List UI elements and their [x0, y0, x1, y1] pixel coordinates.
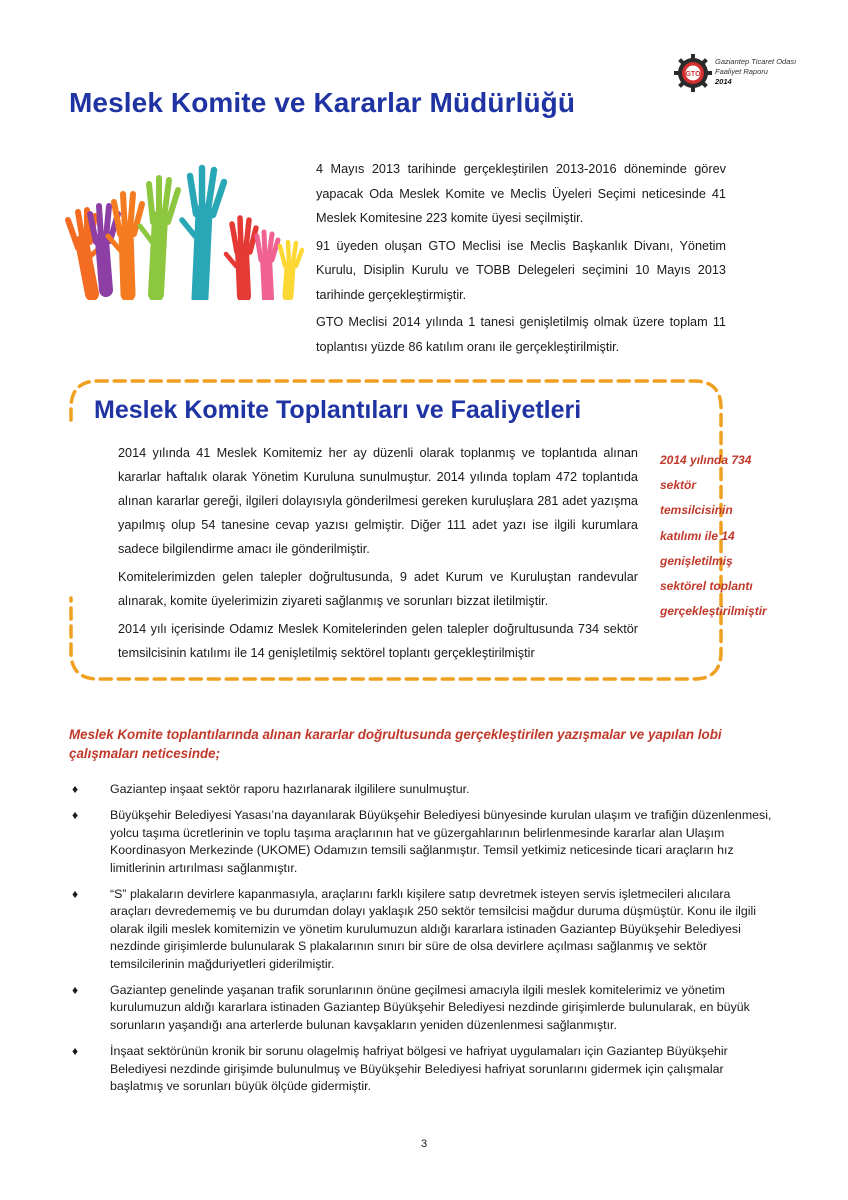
logo-line-year: 2014	[715, 77, 732, 86]
section-paragraph: 2014 yılı içerisinde Odamız Meslek Komitelerinden gelen talepler doğrultusunda 734 sektör temsilcisinin katılımı ile 14 genişletilmiş sektörel toplantı gerçekleştirilmiştir	[118, 622, 638, 660]
sidenote-line: sektör	[660, 478, 697, 493]
list-item	[72, 781, 772, 798]
hand-green-icon	[140, 178, 178, 294]
intro-paragraph: 4 Mayıs 2013 tarihinde gerçekleştirilen 2013-2016 döneminde görev yapacak Oda Meslek Komite ve Meclis Üyeleri Seçimi neticesinde 41 Meslek Komitesine 223 komite üyesi seçilmiştir.	[316, 162, 726, 225]
lead-text: Meslek Komite toplantılarında alınan kararlar doğrultusunda gerçekleştirilen yazışmalar ve yapılan lobi çalışmaları neticesinde;	[69, 727, 722, 761]
list-item-text: Gaziantep inşaat sektör raporu hazırlanarak ilgililere sunulmuştur.	[110, 782, 470, 796]
section-paragraph: Komitelerimizden gelen talepler doğrultusunda, 9 adet Kurum ve Kuruluştan randevular alınarak, komite üyelerimizin ziyareti sağlanmış ve sorunları bizzat iletilmiştir.	[118, 570, 638, 608]
hand-orange-icon	[108, 194, 142, 294]
logo-badge-text: GTO	[685, 71, 701, 78]
highlight-sidenote	[660, 448, 790, 624]
list-item	[72, 982, 772, 1034]
gear-logo-icon	[674, 54, 712, 92]
sidenote-line: gerçekleştirilmiştir	[660, 604, 767, 619]
hand-pink-icon	[257, 232, 278, 298]
sidenote-line: 2014 yılında 734	[660, 453, 752, 467]
diamond-bullet-icon: ♦	[72, 983, 79, 998]
diamond-bullet-icon: ♦	[72, 887, 79, 902]
diamond-bullet-icon: ♦	[72, 782, 79, 796]
intro-text	[316, 157, 726, 362]
logo-line-org: Gaziantep Ticaret Odası	[715, 57, 797, 66]
diamond-bullet-icon: ♦	[72, 808, 79, 823]
sidenote-line: genişletilmiş	[660, 553, 733, 568]
achievement-list	[72, 781, 772, 1105]
page-title: Meslek Komite ve Kararlar Müdürlüğü	[69, 87, 576, 118]
intro-paragraph: 91 üyeden oluşan GTO Meclisi ise Meclis Başkanlık Divanı, Yönetim Kurulu, Disiplin Kurulu ve TOBB Delegeleri seçimini 10 Mayıs 2013 tarihinde gerçekleştirmiştir.	[316, 238, 726, 302]
hand-yellow-icon	[280, 242, 302, 296]
diamond-bullet-icon: ♦	[72, 1044, 79, 1059]
sidenote-line: sektörel toplantı	[660, 579, 753, 594]
sidenote-line: temsilcisinin	[660, 503, 733, 518]
list-item-text: “S” plakaların devirlere kapanmasıyla, araçlarını farklı kişilere satıp devretmek isteyen servis işletmecileri alıcılara araçları devredememiş ve bu durumdan dolayı yaklaşık 250 sektör temsilcisi mağdur duruma düşmüştür. Konu ile ilgili olarak ilgili meslek komitemizin ve yönetim kurulumuzun aldığı kararlara istinaden Gaziantep Büyükşehir Belediyesi nezdinde girişimlerde bulunularak S plakalarının sınırı bir süre de olsa devirlere açılması sağlanmış ve sektör temsilcilerinin mağduriyetleri giderilmiştir.	[110, 887, 756, 971]
chamber-logo	[674, 52, 804, 98]
section-paragraph: 2014 yılında 41 Meslek Komitemiz her ay düzenli olarak toplanmış ve toplantıda alınan kararlar haftalık olarak Yönetim Kuruluna sunulmuştur. 2014 yılında toplam 472 toplantıda alınan kararlar gereği, ilgileri dolayısıyla gönderilmesi gereken kuruluşlara 281 adet yazışma yapılmış olup 54 tanesine cevap yazısı gelmiştir. Diğer 111 adet yazı ise ilgili kurumlara sadece bilgilendirme amacı ile gönderilmiştir.	[118, 446, 638, 556]
intro-paragraph: GTO Meclisi 2014 yılında 1 tanesi genişletilmiş olmak üzere toplam 11 toplantısı yüzde 86 katılım oranı ile gerçekleştirilmiştir.	[316, 315, 726, 354]
list-item	[72, 1043, 772, 1095]
list-item	[72, 886, 772, 973]
hand-red-icon	[226, 218, 256, 296]
list-item-text: Büyükşehir Belediyesi Yasası’na dayanılarak Büyükşehir Belediyesi bünyesinde kurulan ulaşım ve trafiğin düzenlenmesi, yolcu taşıma ücretlerinin ve toplu taşıma araçlarının hat ve güzergahlarının belirlenmesinde kararlar alan Ulaşım Koordinasyon Merkezinde (UKOME) Odamızın temsili sağlanmıştır. Temsil yetkimiz neticesinde ticari araçların hız limitlerinin artırılması sağlanmıştır.	[110, 808, 772, 875]
list-item-text: İnşaat sektörünün kronik bir sorunu olagelmiş hafriyat bölgesi ve hafriyat uygulamaları için Gaziantep Büyükşehir Belediyesi nezdinde girişimde bulunulmuş ve Büyükşehir Belediyesi hafriyat sorunlarını gidermek için çalışmalar başlatmış ve sorunları büyük ölçüde gidermiştir.	[110, 1044, 728, 1094]
list-item	[72, 807, 772, 877]
raised-hands-image	[62, 162, 306, 300]
hand-teal-icon	[182, 168, 224, 298]
section-title: Meslek Komite Toplantıları ve Faaliyetleri	[92, 396, 585, 425]
section-body	[118, 441, 638, 669]
logo-line-report: Faaliyet Raporu	[715, 67, 768, 76]
list-item-text: Gaziantep genelinde yaşanan trafik sorunlarının önüne geçilmesi amacıyla ilgili meslek komitelerimiz ve yönetim kurulumuzun aldığı kararlara istinaden Gaziantep Büyükşehir Belediyesi nezdinde girişimlerde bulunularak, en büyük sorunların yaşandığı ana arterlerde bulunan kavşakların yeniden düzenlenmesi sağlanmıştır.	[110, 983, 750, 1032]
sidenote-line: katılımı ile 14	[660, 528, 735, 543]
logo-text	[715, 57, 796, 87]
page-number: 3	[420, 1138, 428, 1150]
